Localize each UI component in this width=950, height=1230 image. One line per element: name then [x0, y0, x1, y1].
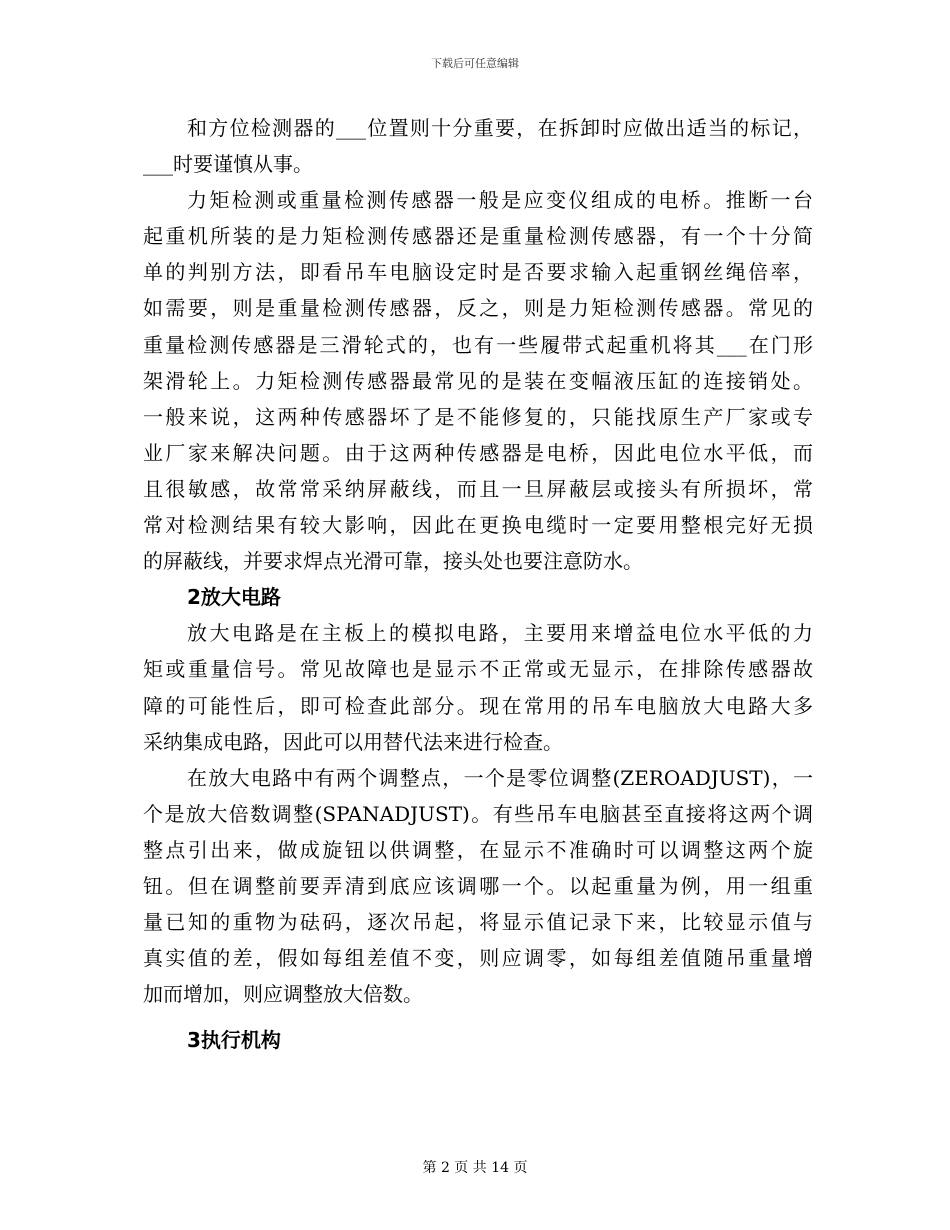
paragraph-line: 力矩检测或重量检测传感器一般是应变仪组成的电桥。推断一台	[187, 188, 813, 213]
section-heading-actuator: 3执行机构	[187, 1028, 281, 1053]
section-heading-amplifier: 2放大电路	[187, 585, 281, 610]
paragraph-line: 如需要，则是重量检测传感器，反之，则是力矩检测传感器。常见的	[143, 296, 813, 321]
paragraph-line: 量已知的重物为砝码，逐次吊起，将显示值记录下来，比较显示值与	[143, 910, 813, 935]
paragraph-line: 障的可能性后，即可检查此部分。现在常用的吊车电脑放大电路大多	[143, 693, 813, 718]
paragraph-line: 业厂家来解决问题。由于这两种传感器是电桥，因此电位水平低，而	[143, 440, 813, 465]
paragraph-line: 常对检测结果有较大影响，因此在更换电缆时一定要用整根完好无损	[143, 513, 813, 538]
paragraph-line: 钮。但在调整前要弄清到底应该调哪一个。以起重量为例，用一组重	[143, 873, 813, 898]
paragraph-line: 个是放大倍数调整(SPANADJUST)。有些吊车电脑甚至直接将这两个调	[143, 801, 813, 826]
paragraph-line: 起重机所装的是力矩检测传感器还是重量检测传感器，有一个十分简	[143, 224, 813, 249]
paragraph-line: 放大电路是在主板上的模拟电路，主要用来增益电位水平低的力	[187, 621, 813, 646]
paragraph-line: 单的判别方法，即看吊车电脑设定时是否要求输入起重钢丝绳倍率，	[143, 260, 813, 285]
paragraph-line: 整点引出来，做成旋钮以供调整，在显示不准确时可以调整这两个旋	[143, 837, 813, 862]
paragraph-line: 加而增加，则应调整放大倍数。	[143, 982, 423, 1007]
paragraph-line: 一般来说，这两种传感器坏了是不能修复的，只能找原生产厂家或专	[143, 404, 813, 429]
paragraph-line: 的屏蔽线，并要求焊点光滑可靠，接头处也要注意防水。	[143, 549, 643, 574]
paragraph-line: 矩或重量信号。常见故障也是显示不正常或无显示，在排除传感器故	[143, 657, 813, 682]
paragraph-line: 且很敏感，故常常采纳屏蔽线，而且一旦屏蔽层或接头有所损坏，常	[143, 476, 813, 501]
paragraph-line: 架滑轮上。力矩检测传感器最常见的是装在变幅液压缸的连接销处。	[143, 368, 813, 393]
paragraph-line: ___时要谨慎从事。	[143, 152, 313, 177]
paragraph-line: 重量检测传感器是三滑轮式的，也有一些履带式起重机将其___在门形	[143, 332, 813, 357]
paragraph-line: 真实值的差，假如每组差值不变，则应调零，如每组差值随吊重量增	[143, 946, 813, 971]
paragraph-line: 在放大电路中有两个调整点，一个是零位调整(ZEROADJUST)，一	[187, 765, 813, 790]
paragraph-line: 采纳集成电路，因此可以用替代法来进行检查。	[143, 729, 563, 754]
document-body	[143, 110, 813, 1058]
page-header: 下载后可任意编辑	[431, 57, 519, 70]
paragraph-line: 和方位检测器的___位置则十分重要，在拆卸时应做出适当的标记，	[187, 116, 813, 140]
page-footer: 第 2 页 共 14 页	[422, 1160, 528, 1176]
